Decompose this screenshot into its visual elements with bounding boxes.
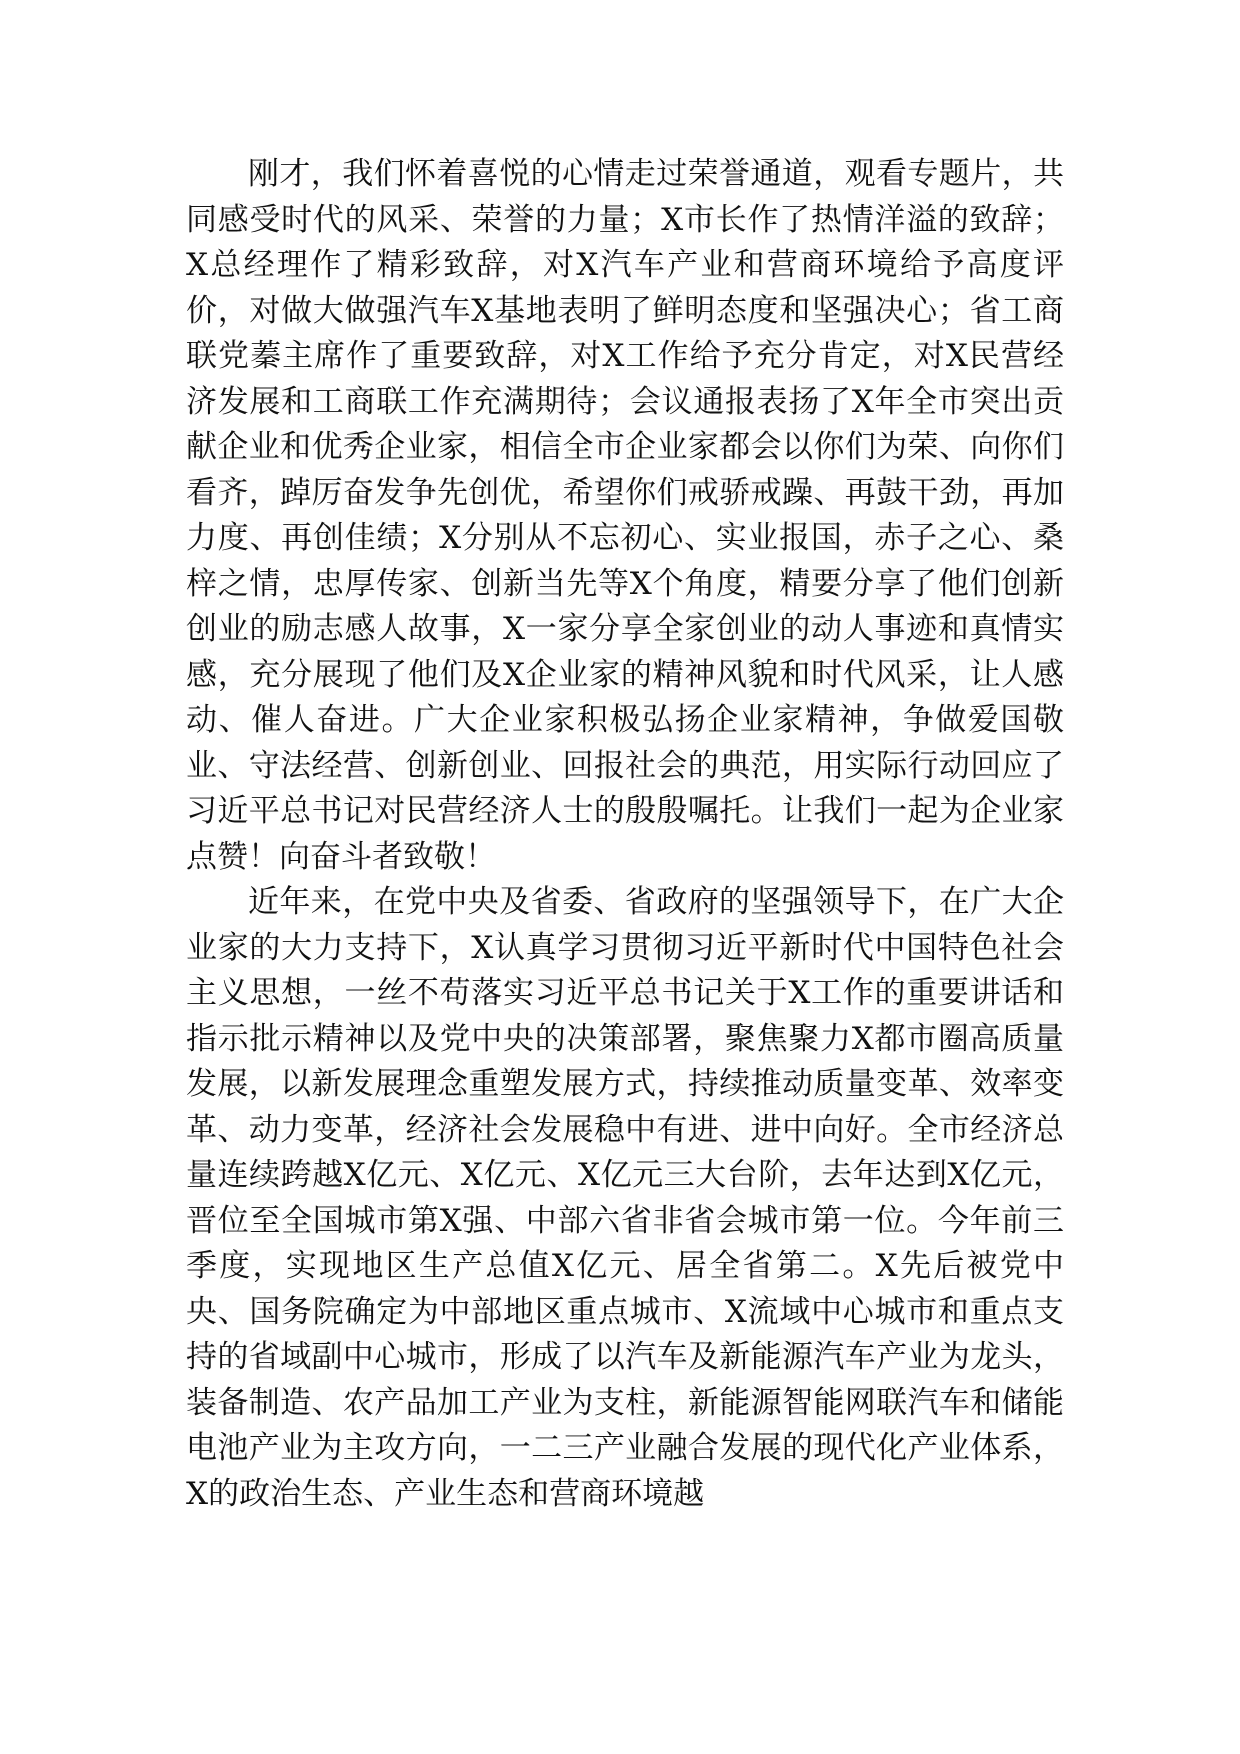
paragraph-honors-review: 刚才，我们怀着喜悦的心情走过荣誉通道，观看专题片，共同感受时代的风采、荣誉的力量；X市长作了热情洋溢的致辞；X总经理作了精彩致辞，对X汽车产业和营商环境给予高度评价，对做大做强汽车X基地表明了鲜明态度和坚强决心；省工商联党蓁主席作了重要致辞，对X工作给予充分肯定，对X民营经济发展和工商联工作充满期待；会议通报表扬了X年全市突出贡献企业和优秀企业家，相信全市企业家都会以你们为荣、向你们看齐，踔厉奋发争先创优，希望你们戒骄戒躁、再鼓干劲，再加力度、再创佳绩；X分别从不忘初心、实业报国，赤子之心、桑梓之情，忠厚传家、创新当先等X个角度，精要分享了他们创新创业的励志感人故事，X一家分享全家创业的动人事迹和真情实感，充分展现了他们及X企业家的精神风貌和时代风采，让人感动、催人奋进。广大企业家积极弘扬企业家精神，争做爱国敬业、守法经营、创新创业、回报社会的典范，用实际行动回应了习近平总书记对民营经济人士的殷殷嘱托。让我们一起为企业家点赞！向奋斗者致敬！: [186, 156, 1064, 875]
paragraph-economic-development: 近年来，在党中央及省委、省政府的坚强领导下，在广大企业家的大力支持下，X认真学习贯彻习近平新时代中国特色社会主义思想，一丝不苟落实习近平总书记关于X工作的重要讲话和指示批示精神以及党中央的决策部署，聚焦聚力X都市圈高质量发展，以新发展理念重塑发展方式，持续推动质量变革、效率变革、动力变革，经济社会发展稳中有进、进中向好。全市经济总量连续跨越X亿元、X亿元、X亿元三大台阶，去年达到X亿元，晋位至全国城市第X强、中部六省非省会城市第一位。今年前三季度，实现地区生产总值X亿元、居全省第二。X先后被党中央、国务院确定为中部地区重点城市、X流域中心城市和重点支持的省域副中心城市，形成了以汽车及新能源汽车产业为龙头，装备制造、农产品加工产业为支柱，新能源智能网联汽车和储能电池产业为主攻方向，一二三产业融合发展的现代化产业体系，X的政治生态、产业生态和营商环境越: [186, 884, 1064, 1512]
document-body: [186, 152, 1064, 1516]
